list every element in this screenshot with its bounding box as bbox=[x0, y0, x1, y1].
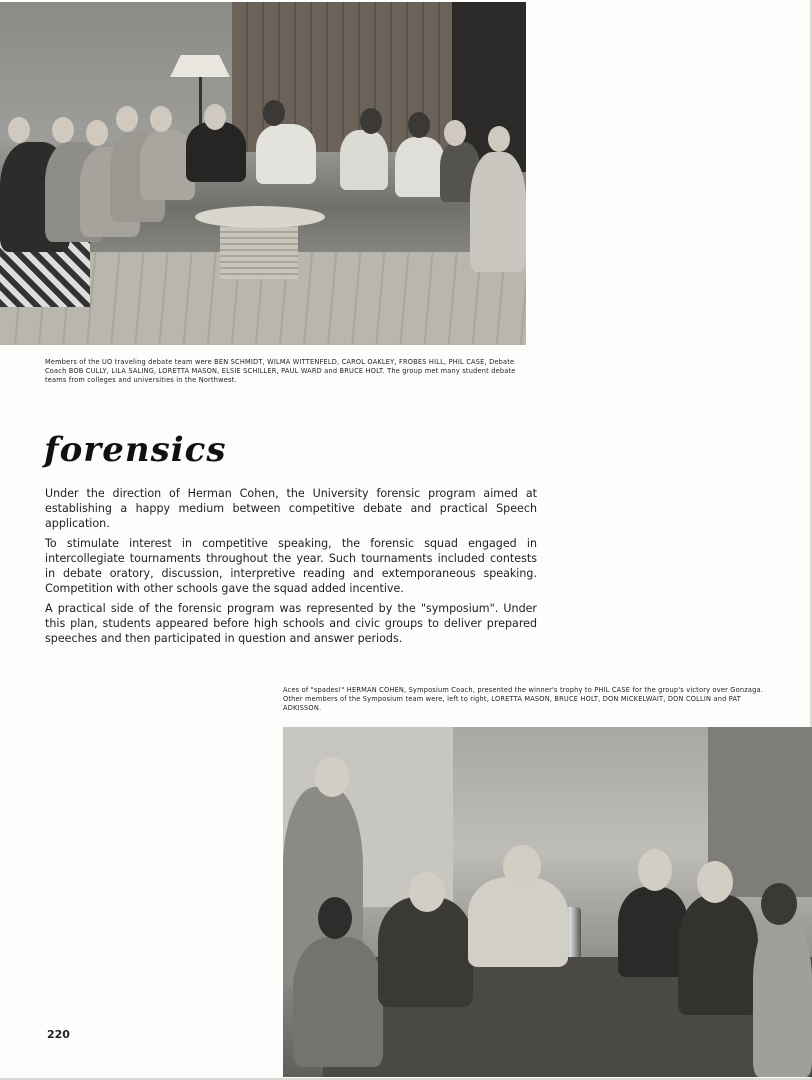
person-head bbox=[488, 126, 510, 152]
person-head bbox=[263, 100, 285, 126]
seated-person bbox=[395, 137, 445, 197]
person-head bbox=[408, 112, 430, 138]
person-head bbox=[761, 883, 797, 925]
person-head bbox=[360, 108, 382, 134]
symposium-team-photo bbox=[283, 727, 812, 1077]
person-head bbox=[204, 104, 226, 130]
article-paragraph: A practical side of the forensic program was represented by the "symposium". Under this plan, students appeared before high schools and civic groups to deliver prepared speeches and then participated in question and answer periods. bbox=[45, 602, 537, 645]
person-head bbox=[318, 897, 352, 939]
round-table-base bbox=[220, 224, 298, 279]
round-table-top bbox=[195, 206, 325, 228]
section-heading: forensics bbox=[44, 430, 227, 470]
seated-person bbox=[470, 152, 526, 272]
seated-person bbox=[293, 937, 383, 1067]
article-paragraph: Under the direction of Herman Cohen, the University forensic program aimed at establishing a happy medium between competitive debate and practical Speech application. bbox=[45, 487, 537, 530]
person-head bbox=[150, 106, 172, 132]
article-paragraph: To stimulate interest in competitive speaking, the forensic squad engaged in intercollegiate tournaments throughout the year. Such tournaments included contests in debate oratory, discussion, interpretive reading and extemporaneous speaking. Competition with other schools gave the squad added incentive. bbox=[45, 537, 537, 595]
floor-lamp-shade bbox=[170, 55, 230, 77]
person-head bbox=[86, 120, 108, 146]
person-head bbox=[503, 845, 541, 887]
person-head bbox=[116, 106, 138, 132]
seated-person bbox=[753, 917, 812, 1077]
debate-team-photo bbox=[0, 2, 526, 345]
seated-person bbox=[678, 895, 758, 1015]
person-head bbox=[52, 117, 74, 143]
article-body bbox=[45, 486, 537, 651]
person-head bbox=[8, 117, 30, 143]
seated-person bbox=[340, 130, 388, 190]
seated-person bbox=[378, 897, 473, 1007]
person-head bbox=[409, 872, 445, 912]
person-head bbox=[315, 757, 349, 797]
seated-person bbox=[468, 877, 568, 967]
seated-person bbox=[256, 124, 316, 184]
seated-person bbox=[186, 122, 246, 182]
person-head bbox=[638, 849, 672, 891]
person-head bbox=[444, 120, 466, 146]
person-head bbox=[697, 861, 733, 903]
top-photo-caption: Members of the UO traveling debate team were BEN SCHMIDT, WILMA WITTENFELD, CAROL OAKLEY, FROBES HILL, PHIL CASE, Debate Coach BOB CULLY, LILA SALING, LORETTA MASON, ELSIE SCHILLER, PAUL WARD and BRUCE HOLT. The group met many student debate teams from colleges and universities in the Northwest. bbox=[45, 358, 516, 384]
bottom-photo-caption: Aces of "spades!" HERMAN COHEN, Symposium Coach, presented the winner's trophy to PHIL CASE for the group's victory over Gonzaga. Other members of the Symposium team were, left to right, LORETTA MASON, BRUCE HOLT, DON MICKELWAIT, DON COLLIN and PAT ADKISSON. bbox=[283, 686, 764, 712]
page-number: 220 bbox=[47, 1028, 70, 1041]
